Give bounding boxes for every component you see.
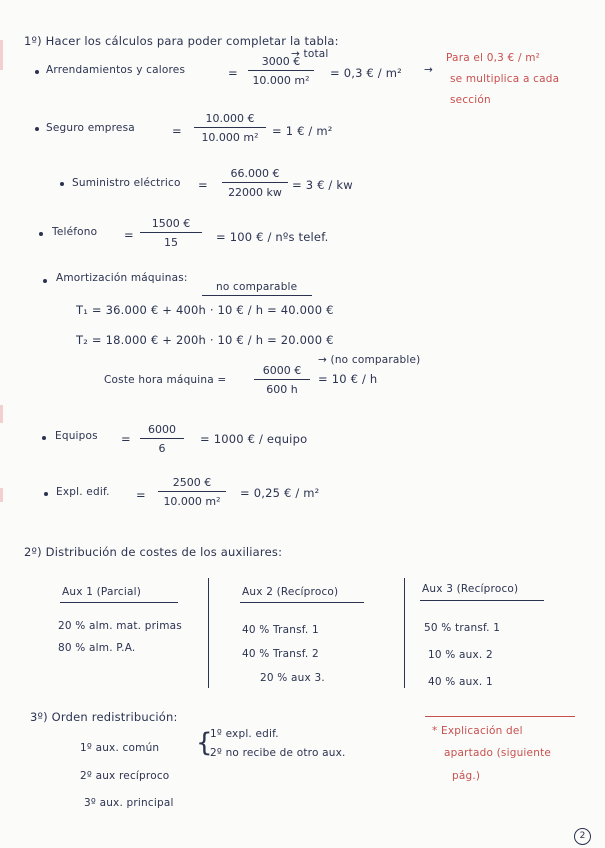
underbrace — [202, 295, 312, 296]
arrendamientos-result: = 0,3 € / m² — [330, 66, 402, 80]
seguro-result: = 1 € / m² — [272, 124, 333, 138]
fraction-numerator: 66.000 € — [230, 167, 280, 180]
coste-hora-label: Coste hora máquina = — [104, 374, 227, 386]
equals-sign: = — [172, 124, 182, 138]
note-line — [425, 716, 575, 717]
bullet — [39, 232, 43, 236]
table-cell: 50 % transf. 1 — [424, 622, 501, 634]
fraction-numerator: 3000 € — [261, 55, 301, 68]
fraction-numerator: 1500 € — [151, 217, 191, 230]
seguro-label: Seguro empresa — [46, 122, 135, 134]
fraction-numerator: 6000 — [148, 423, 176, 436]
fraction-numerator: 6000 € — [262, 364, 302, 377]
page-number: 2 — [574, 828, 591, 845]
fraction-bar — [222, 182, 288, 183]
bullet — [60, 182, 64, 186]
equipos-result: = 1000 € / equipo — [200, 432, 308, 446]
expl-edif-fraction — [158, 476, 226, 508]
fraction-numerator: 10.000 € — [205, 112, 255, 125]
table-cell: 20 % alm. mat. primas — [58, 620, 182, 632]
telefono-result: = 100 € / nºs telef. — [216, 230, 329, 244]
equals-sign: = — [124, 228, 134, 242]
table-cell: 40 % aux. 1 — [428, 676, 493, 688]
section-1-title: 1º) Hacer los cálculos para poder completar la tabla: — [24, 34, 339, 48]
fraction-bar — [248, 70, 314, 71]
equipos-label: Equipos — [55, 430, 98, 442]
order-1b: 2º no recibe de otro aux. — [210, 747, 346, 759]
column-header: Aux 1 (Parcial) — [62, 586, 142, 598]
arrendamientos-label: Arrendamientos y calores — [46, 64, 186, 76]
suministro-label: Suministro eléctrico — [72, 177, 181, 189]
fraction-denominator: 15 — [164, 236, 178, 249]
bullet — [44, 492, 48, 496]
suministro-result: = 3 € / kw — [292, 178, 353, 192]
suministro-fraction — [222, 167, 288, 199]
column-divider — [404, 578, 405, 688]
bullet — [43, 279, 47, 283]
fraction-denominator: 10.000 m² — [201, 131, 259, 144]
explanation-note-1: * Explicación del — [432, 725, 523, 737]
fraction-denominator: 10.000 m² — [252, 74, 310, 87]
equals-sign: = — [121, 432, 131, 446]
column-header: Aux 2 (Recíproco) — [242, 586, 339, 598]
table-cell: 20 % aux 3. — [260, 672, 325, 684]
explanation-note-3: pág.) — [452, 770, 481, 782]
arrow-icon: → — [424, 64, 433, 76]
order-1a: 1º expl. edif. — [210, 728, 279, 740]
equals-sign: = — [136, 488, 146, 502]
fraction-bar — [158, 491, 226, 492]
column-header: Aux 3 (Recíproco) — [422, 583, 519, 595]
no-comparable-note: → (no comparable) — [318, 354, 421, 366]
explanation-note-2: apartado (siguiente — [444, 747, 552, 759]
bullet — [42, 436, 46, 440]
fraction-denominator: 22000 kw — [228, 186, 282, 199]
fraction-denominator: 600 h — [266, 383, 298, 396]
equals-sign: = — [228, 66, 238, 80]
equipos-fraction — [140, 423, 184, 455]
t1-formula: T₁ = 36.000 € + 400h · 10 € / h = 40.000 € — [76, 303, 334, 317]
telefono-label: Teléfono — [52, 226, 98, 238]
section-2-title: 2º) Distribución de costes de los auxiliares: — [24, 545, 283, 559]
header-underline — [420, 600, 544, 601]
table-cell: 80 % alm. P.A. — [58, 642, 136, 654]
bullet — [35, 127, 39, 131]
expl-edif-label: Expl. edif. — [56, 486, 110, 498]
note-line-3: sección — [450, 94, 491, 106]
order-1: 1º aux. común — [80, 742, 160, 754]
section-3-title: 3º) Orden redistribución: — [30, 710, 178, 724]
brace-icon: { — [196, 728, 213, 758]
fraction-numerator: 2500 € — [172, 476, 212, 489]
fraction-denominator: 10.000 m² — [163, 495, 221, 508]
bullet — [35, 70, 39, 74]
order-2: 2º aux recíproco — [80, 770, 170, 782]
header-underline — [60, 602, 178, 603]
table-cell: 40 % Transf. 1 — [242, 624, 319, 636]
column-divider — [208, 578, 209, 688]
fraction-denominator: 6 — [158, 442, 166, 455]
total-note: → total — [291, 48, 329, 60]
amortizacion-label: Amortización máquinas: — [56, 272, 188, 284]
fraction-bar — [140, 438, 184, 439]
table-cell: 10 % aux. 2 — [428, 649, 493, 661]
seguro-fraction — [194, 112, 266, 144]
fraction-bar — [254, 379, 310, 380]
t2-formula: T₂ = 18.000 € + 200h · 10 € / h = 20.000 € — [76, 333, 334, 347]
brace-note: no comparable — [216, 281, 298, 293]
order-3: 3º aux. principal — [84, 797, 174, 809]
telefono-fraction — [140, 217, 202, 249]
expl-edif-result: = 0,25 € / m² — [240, 486, 320, 500]
fraction-bar — [194, 127, 266, 128]
header-underline — [240, 602, 364, 603]
fraction-bar — [140, 232, 202, 233]
table-cell: 40 % Transf. 2 — [242, 648, 319, 660]
note-line-2: se multiplica a cada — [450, 73, 560, 85]
coste-hora-fraction — [254, 364, 310, 396]
note-line-1: Para el 0,3 € / m² — [446, 52, 541, 64]
coste-hora-result: = 10 € / h — [318, 372, 378, 386]
equals-sign: = — [198, 178, 208, 192]
